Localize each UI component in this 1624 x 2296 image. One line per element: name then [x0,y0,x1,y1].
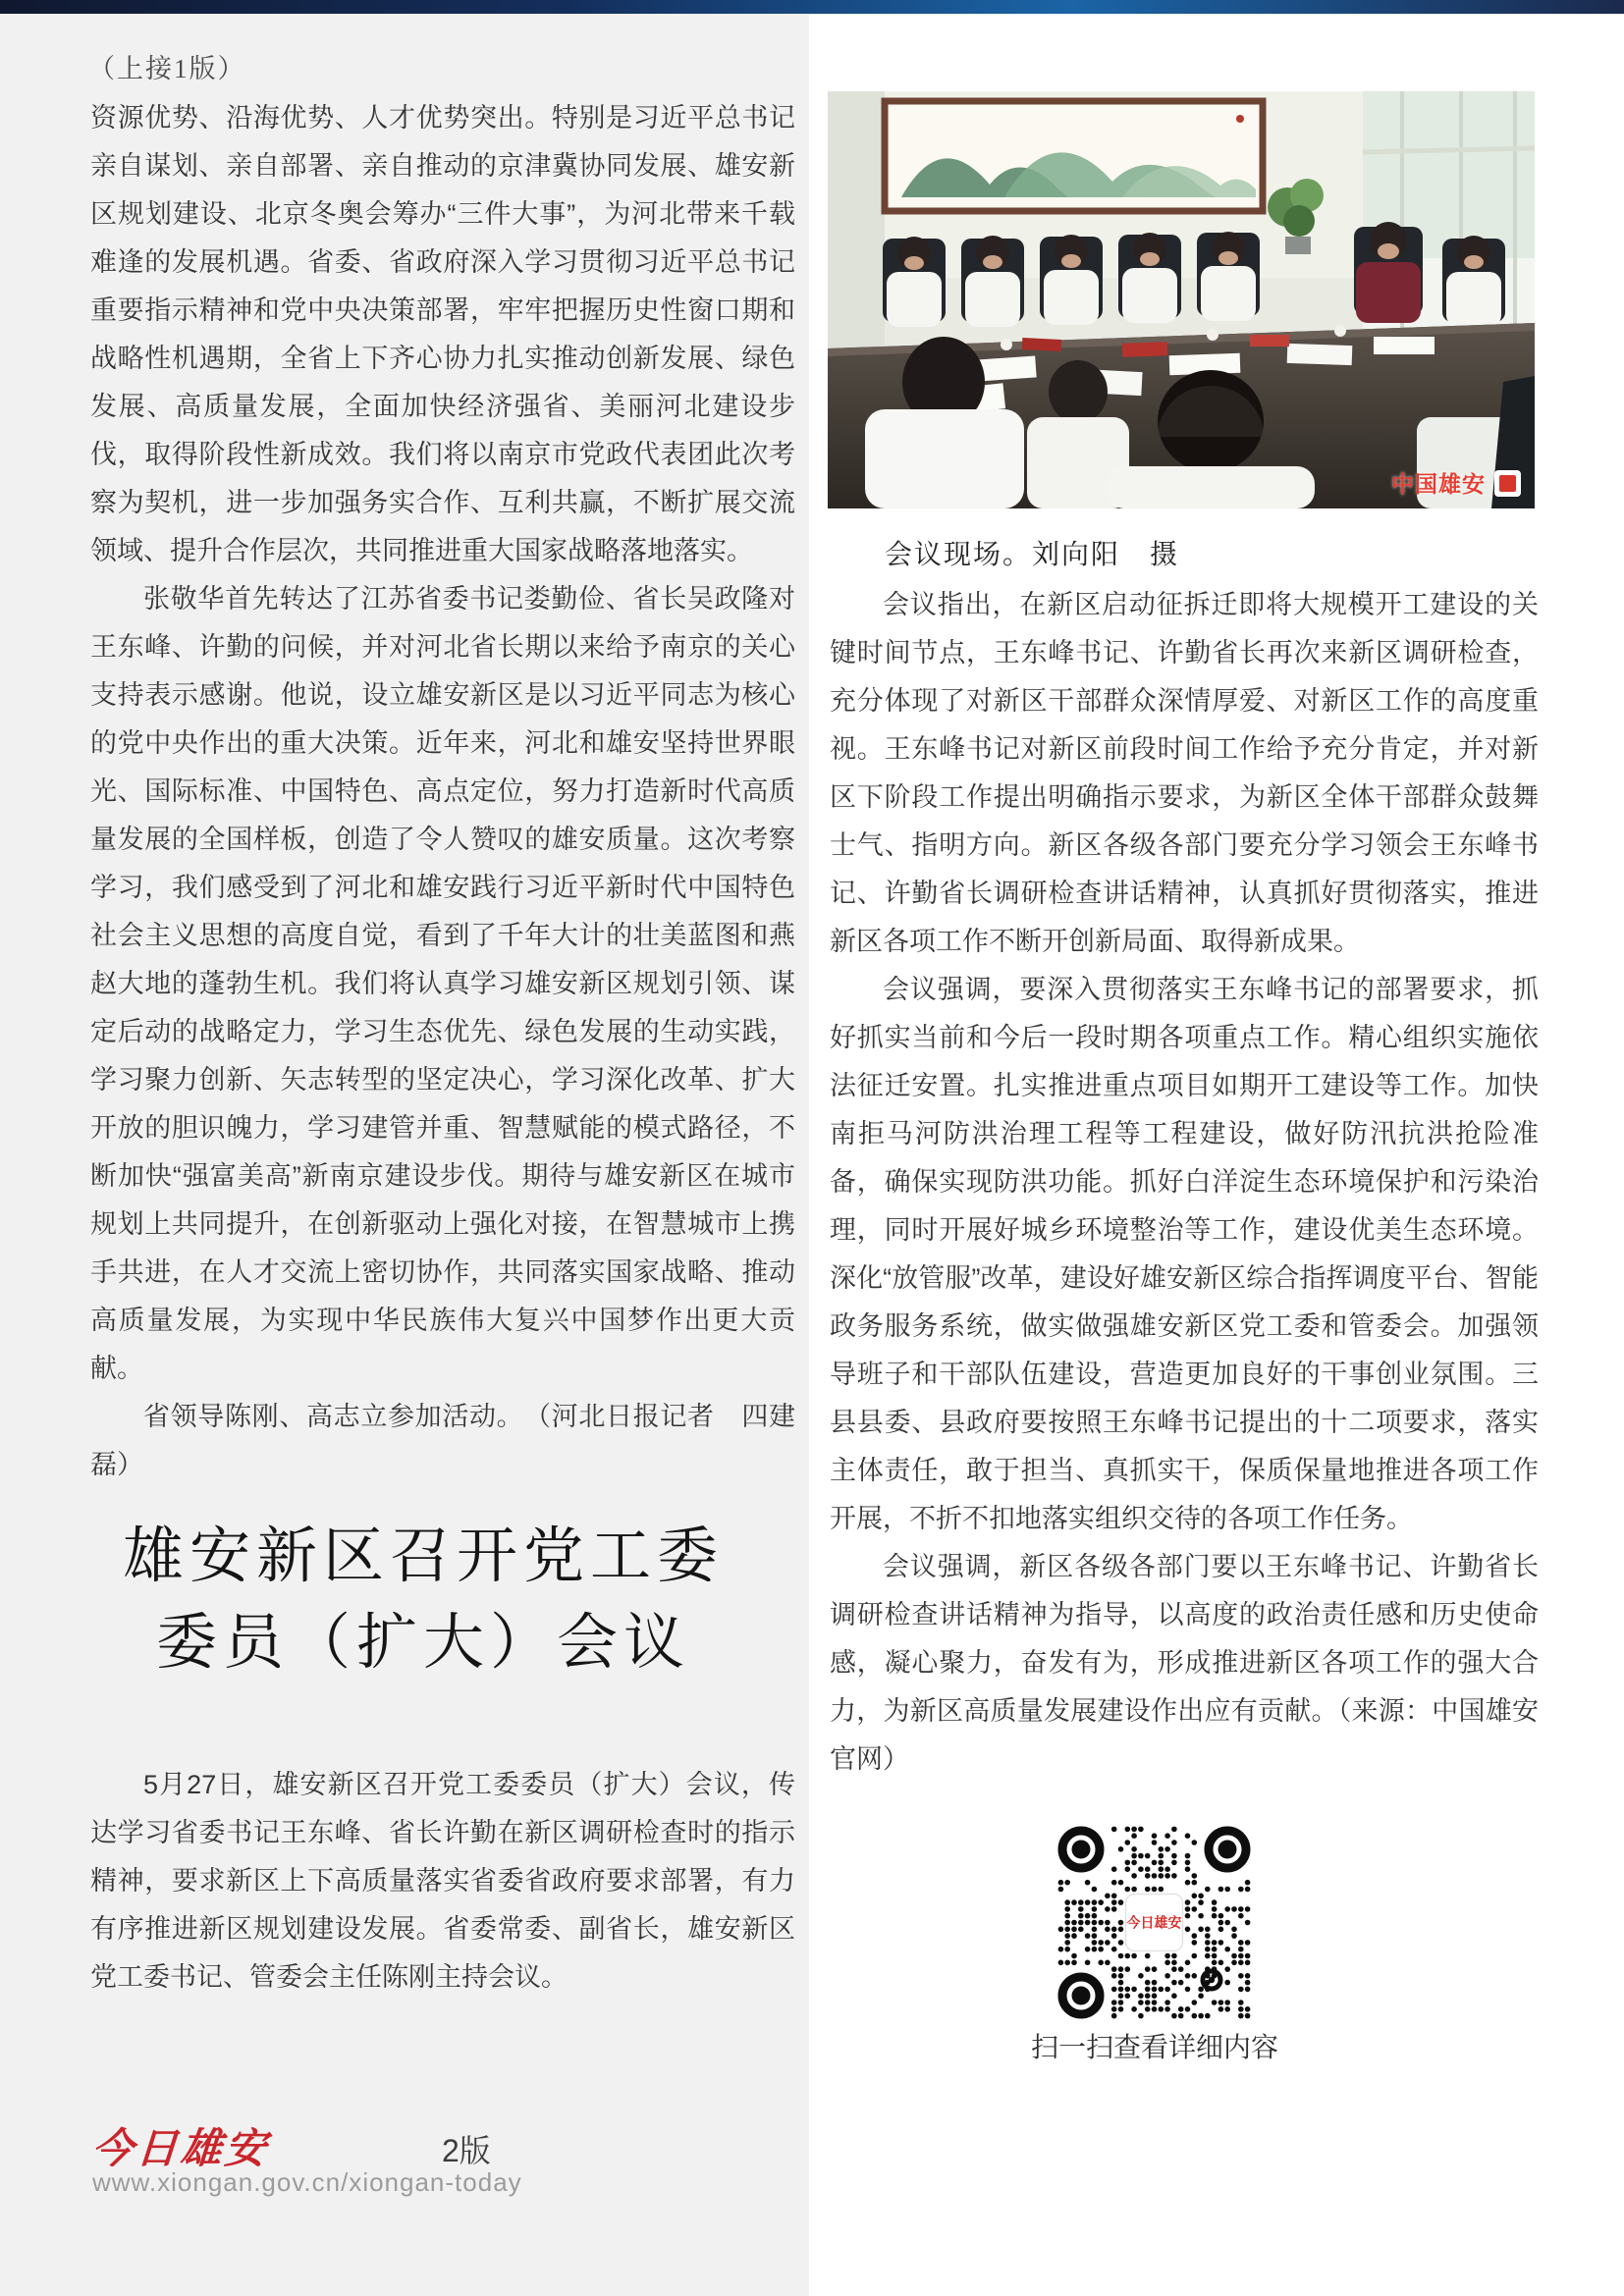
qr-code [1057,1826,1251,2019]
meeting-photo-illustration [828,91,1535,508]
article-paragraph: 资源优势、沿海优势、人才优势突出。特别是习近平总书记亲自谋划、亲自部署、亲自推动的京津冀协同发展、雄安新区规划建设、北京冬奥会筹办“三件大事”，为河北带来千载难逢的发展机遇。省委、省政府深入学习贯彻习近平总书记重要指示精神和党中央决策部署，牢牢把握历史性窗口期和战略性机遇期，全省上下齐心协力扎实推动创新发展、绿色发展、高质量发展，全面加快经济强省、美丽河北建设步伐，取得阶段性新成效。我们将以南京市党政代表团此次考察为契机，进一步加强务实合作、互利共赢，不断扩展交流领域、提升合作层次，共同推进重大国家战略落地落实。 [90,103,795,565]
qr-center-label: 今日雄安 [1126,1914,1182,1931]
meeting-photo [828,91,1535,508]
top-accent-bar [0,0,1624,14]
article-paragraph: 省领导陈刚、高志立参加活动。 （河北日报记者 四建磊） [90,1402,795,1479]
left-page-panel [0,14,809,2296]
edition-label: 2版 [442,2133,491,2168]
photo-watermark-seal [1494,470,1521,497]
photo-watermark: 中国雄安 [1391,471,1486,497]
headline-line-1: 雄安新区召开党工委 [122,1523,724,1590]
continued-from-note: （上接1版） [88,54,246,83]
qr-code-graphic [1057,1826,1251,2019]
attendee-maroon-shirt [1354,222,1423,323]
article-paragraph: 张敬华首先转达了江苏省委书记娄勤俭、省长吴政隆对王东峰、许勤的问候，并对河北省长期以来给予南京的关心支持表示感谢。他说，设立雄安新区是以习近平同志为核心的党中央作出的重大决策。近年来，河北和雄安坚持世界眼光、国际标准、中国特色、高点定位，努力打造新时代高质量发展的全国样板，创造了令人赞叹的雄安质量。这次考察学习，我们感受到了河北和雄安践行习近平新时代中国特色社会主义思想的高度自觉，看到了千年大计的壮美蓝图和燕赵大地的蓬勃生机。我们将认真学习雄安新区规划引领、谋定后动的战略定力，学习生态优先、绿色发展的生动实践，学习聚力创新、矢志转型的坚定决心，学习深化改革、扩大开放的胆识魄力，学习建管并重、智慧赋能的模式路径，不断加快“强富美高”新南京建设步伐。期待与雄安新区在城市规划上共同提升，在创新驱动上强化对接，在智慧城市上携手共进，在人才交流上密切协作，共同落实国家战略、推动高质量发展，为实现中华民族伟大复兴中国梦作出更大贡献。 [90,584,795,1383]
brand-logo: 今日雄安 [90,2127,271,2172]
article-headline [51,1514,795,1686]
wall-painting [885,101,1263,211]
photo-caption: 会议现场。刘向阳 摄 [885,540,1180,570]
qr-caption: 扫一扫查看详细内容 [1030,2032,1278,2062]
headline-line-2: 委员（扩大）会议 [155,1610,690,1677]
continued-article-body [90,94,795,1489]
article-paragraph: 会议强调，要深入贯彻落实王东峰书记的部署要求，抓好抓实当前和今后一段时期各项重点工作。精心组织实施依法征迁安置。扎实推进重点项目如期开工建设等工作。加快南拒马河防洪治理工程等工程建设，做好防汛抗洪抢险准备，确保实现防洪功能。抓好白洋淀生态环境保护和污染治理，同时开展好城乡环境整治等工作，建设优美生态环境。深化“放管服”改革，建设好雄安新区综合指挥调度平台、智能政务服务系统，做实做强雄安新区党工委和管委会。加强领导班子和干部队伍建设，营造更加良好的干事创业氛围。三县县委、县政府要按照王东峰书记提出的十二项要求，落实主体责任，敢于担当、真抓实干，保质保量地推进各项工作开展，不折不扣地落实组织交待的各项工作任务。 [830,975,1539,1533]
article-lead-paragraph: 5月27日，雄安新区召开党工委委员（扩大）会议，传达学习省委书记王东峰、省长许勤在新区调研检查时的指示精神，要求新区上下高质量落实省委省政府要求部署，有力有序推进新区规划建设发展。省委常委、副省长，雄安新区党工委书记、管委会主任陈刚主持会议。 [90,1770,795,1992]
site-url: www.xiongan.gov.cn/xiongan-today [92,2167,522,2197]
qr-center-logo [1126,1895,1183,1951]
article-paragraph: 会议指出，在新区启动征拆迁即将大规模开工建设的关键时间节点，王东峰书记、许勤省长再次来新区调研检查，充分体现了对新区干部群众深情厚爱、对新区工作的高度重视。王东峰书记对新区前段时间工作给予充分肯定，并对新区下阶段工作提出明确指示要求，为新区全体干部群众鼓舞士气、指明方向。新区各级各部门要充分学习领会王东峰书记、许勤省长调研检查讲话精神，认真抓好贯彻落实，推进新区各项工作不断开创新局面、取得新成果。 [830,590,1539,956]
meeting-article-body [830,581,1539,1784]
article-paragraph: 会议强调，新区各级各部门要以王东峰书记、许勤省长调研检查讲话精神为指导，以高度的政治责任感和历史使命感，凝心聚力，奋发有为，形成推进新区各项工作的强大合力，为新区高质量发展建设作出应有贡献。（来源：中国雄安官网） [830,1552,1539,1774]
